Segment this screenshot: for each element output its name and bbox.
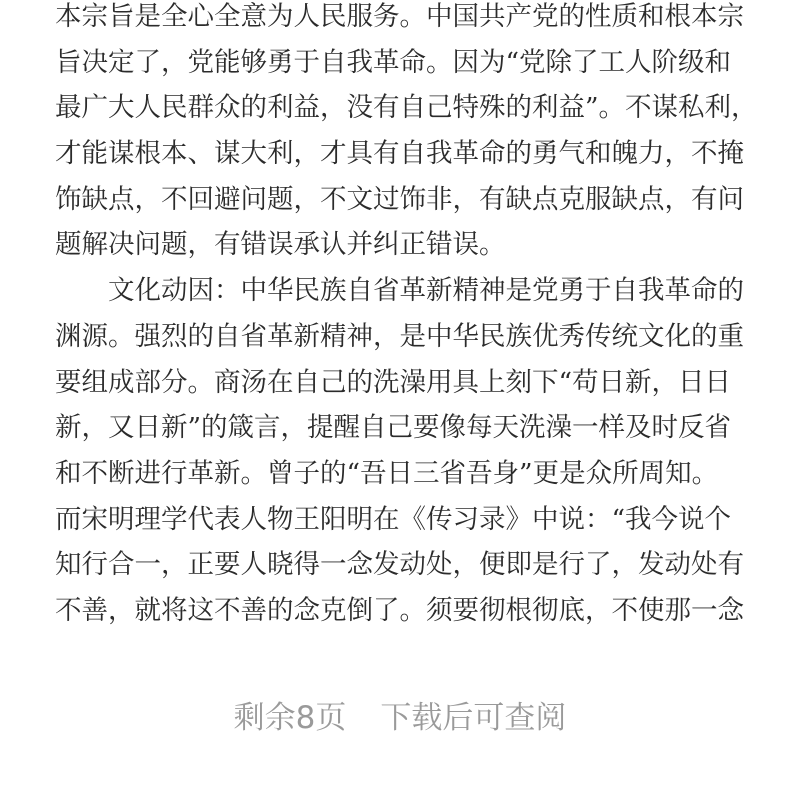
text-line: 最广大人民群众的利益，没有自己特殊的利益”。不谋私利， xyxy=(55,92,758,124)
paragraph-1 xyxy=(55,0,758,268)
paragraph-2 xyxy=(55,268,755,634)
text-line: 新，又日新”的箴言，提醒自己要像每天洗澡一样及时反省 xyxy=(55,412,732,444)
document-body xyxy=(55,0,758,634)
text-line: 不善，就将这不善的念克倒了。须要彻根彻底，不使那一念 xyxy=(55,594,744,626)
download-prompt[interactable] xyxy=(0,692,800,737)
text-line: 饰缺点，不回避问题，不文过饰非，有缺点克服缺点，有问 xyxy=(55,183,744,215)
text-line: 文化动因：中华民族自省革新精神是党勇于自我革命的 xyxy=(108,275,744,307)
text-line: 才能谋根本、谋大利，才具有自我革命的勇气和魄力，不掩 xyxy=(55,138,744,170)
text-line: 要组成部分。商汤在自己的洗澡用具上刻下“苟日新，日日 xyxy=(55,366,732,398)
text-line: 本宗旨是全心全意为人民服务。中国共产党的性质和根本宗 xyxy=(55,1,744,32)
text-line: 旨决定了，党能够勇于自我革命。因为“党除了工人阶级和 xyxy=(55,46,732,78)
text-line: 而宋明理学代表人物王阳明在《传习录》中说：“我今说个 xyxy=(55,503,732,535)
remaining-pages-label[interactable]: 剩余8页 xyxy=(233,700,347,736)
text-line: 题解决问题，有错误承认并纠正错误。 xyxy=(55,229,506,261)
text-line: 和不断进行革新。曾子的“吾日三省吾身”更是众所周知。 xyxy=(55,457,719,489)
download-to-read-label[interactable]: 下载后可查阅 xyxy=(380,700,567,736)
text-line: 渊源。强烈的自省革新精神，是中华民族优秀传统文化的重 xyxy=(55,320,744,352)
text-line: 知行合一，正要人晓得一念发动处，便即是行了，发动处有 xyxy=(55,549,744,581)
